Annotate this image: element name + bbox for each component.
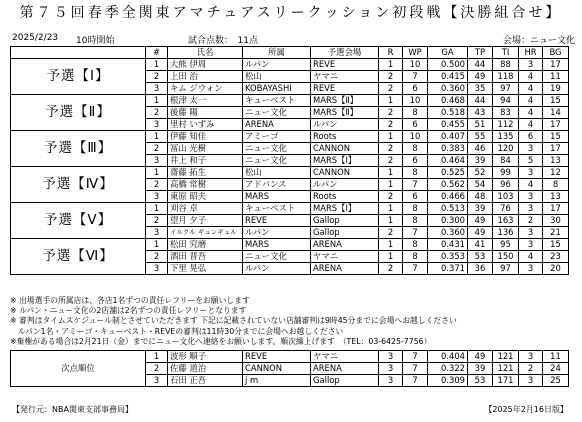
group-label: 予選【Ⅳ】	[11, 167, 146, 203]
ga-cell: 0.431	[428, 239, 468, 251]
name-cell: 里村 いずみ	[168, 119, 243, 131]
wp-cell: 10	[403, 59, 428, 71]
ti-cell: 94	[493, 95, 519, 107]
name-cell: 佐藤 道治	[168, 363, 243, 375]
name-cell: 酒田 晋吾	[168, 251, 243, 263]
hr-cell: 3	[519, 143, 543, 155]
qualifier-venue-cell: ルパン	[311, 119, 379, 131]
rank-cell: 2	[146, 179, 168, 191]
rank-cell: 3	[146, 191, 168, 203]
rank-cell: 3	[146, 119, 168, 131]
tp-cell: 51	[468, 119, 493, 131]
table-row	[11, 203, 569, 215]
club-cell: MARS	[243, 239, 311, 251]
ga-cell: 0.466	[428, 191, 468, 203]
note-line: ※ 審判はタイムスケジュール制とさせていただきます 下記に記載されていない店舗審判は9時45分までに会場へお越しください	[10, 316, 457, 326]
tp-cell: 54	[468, 179, 493, 191]
bg-cell: 17	[543, 203, 569, 215]
name-cell: 後藤 陽	[168, 107, 243, 119]
rank-cell: 1	[146, 95, 168, 107]
header-cell: #	[146, 47, 168, 59]
bg-cell: 12	[543, 167, 569, 179]
tp-cell: 49	[468, 227, 493, 239]
hr-cell: 2	[519, 215, 543, 227]
ti-cell: 76	[493, 203, 519, 215]
club-cell: CANNON	[243, 363, 311, 375]
hr-cell: 3	[519, 191, 543, 203]
club-cell: ニュー文化	[243, 107, 311, 119]
qualifier-venue-cell: CANNON	[311, 143, 379, 155]
hr-cell: 3	[519, 351, 543, 363]
wp-cell: 10	[403, 131, 428, 143]
rank-cell: 1	[146, 131, 168, 143]
qualifier-venue-cell: ルパン	[311, 179, 379, 191]
wp-cell: 7	[403, 263, 428, 275]
bg-cell: 30	[543, 215, 569, 227]
notes	[10, 296, 580, 347]
round-cell: 1	[379, 215, 403, 227]
ga-cell: 0.562	[428, 179, 468, 191]
ga-cell: 0.383	[428, 143, 468, 155]
header-cell: 所属	[243, 47, 311, 59]
ga-cell: 0.309	[428, 375, 468, 387]
club-cell: 松山	[243, 71, 311, 83]
club-cell: MARS	[243, 191, 311, 203]
name-cell: 刈谷 卓	[168, 203, 243, 215]
tp-cell: 35	[468, 83, 493, 95]
club-cell: REVE	[243, 351, 311, 363]
header-cell: BG	[543, 47, 569, 59]
note-line: ※棄権がある場合は2月21日（金）までにニュー文化へ連絡をお願いします。順次繰上げます （TEL：03-6425-7756）	[10, 336, 432, 346]
bg-cell: 13	[543, 191, 569, 203]
wp-cell: 6	[403, 155, 428, 167]
round-cell: 2	[379, 143, 403, 155]
qualifier-venue-cell: Gallop	[311, 215, 379, 227]
club-cell: アドバンス	[243, 179, 311, 191]
table-row	[11, 351, 569, 363]
ga-cell: 0.513	[428, 203, 468, 215]
version-date: 【2025年2月16日版】	[484, 405, 568, 414]
ti-cell: 84	[493, 155, 519, 167]
wp-cell: 10	[403, 95, 428, 107]
hr-cell: 3	[519, 375, 543, 387]
hr-cell: 4	[519, 251, 543, 263]
round-cell: 3	[379, 351, 403, 363]
round-cell: 2	[379, 263, 403, 275]
ti-cell: 97	[493, 83, 519, 95]
ga-cell: 0.415	[428, 71, 468, 83]
wp-cell: 8	[403, 251, 428, 263]
hr-cell: 3	[519, 263, 543, 275]
table-header-row	[11, 47, 569, 59]
ga-cell: 0.525	[428, 167, 468, 179]
rank-cell: 1	[146, 351, 168, 363]
name-cell: 波形 順子	[168, 351, 243, 363]
round-cell: 1	[379, 95, 403, 107]
club-cell: ルパン	[243, 263, 311, 275]
tp-cell: 46	[468, 143, 493, 155]
bg-cell: 23	[543, 251, 569, 263]
bg-cell: 19	[543, 83, 569, 95]
page-title: 第７５回春季全関東アマチュアスリークッション初段戦【決勝組合せ】	[19, 5, 563, 21]
wp-cell: 8	[403, 203, 428, 215]
round-cell: 2	[379, 227, 403, 239]
name-cell: 井上 和子	[168, 155, 243, 167]
round-cell: 1	[379, 179, 403, 191]
tp-cell: 48	[468, 191, 493, 203]
ga-cell: 0.464	[428, 155, 468, 167]
header-cell: 氏名	[168, 47, 243, 59]
club-cell: ルパン	[243, 227, 311, 239]
hr-cell: 6	[519, 131, 543, 143]
qualifier-venue-cell: MARS【Ⅱ】	[311, 95, 379, 107]
qualifier-venue-cell: REVE	[311, 83, 379, 95]
table-row	[11, 167, 569, 179]
rank-cell: 2	[146, 363, 168, 375]
name-cell: 望月 夕子	[168, 215, 243, 227]
round-cell: 2	[379, 71, 403, 83]
rank-cell: 3	[146, 227, 168, 239]
club-cell: キューベスト	[243, 95, 311, 107]
round-cell: 2	[379, 155, 403, 167]
tp-cell: 44	[468, 95, 493, 107]
table-row	[11, 95, 569, 107]
bg-cell: 11	[543, 351, 569, 363]
bg-cell: 8	[543, 179, 569, 191]
brackets-table	[10, 46, 569, 275]
qualifier-venue-cell: MARS【Ⅰ】	[311, 155, 379, 167]
ti-cell: 118	[493, 71, 519, 83]
ga-cell: 0.322	[428, 363, 468, 375]
club-cell: REVE	[243, 215, 311, 227]
group-label: 次点順位	[11, 351, 146, 387]
table-row	[11, 59, 569, 71]
group-label: 予選【Ⅲ】	[11, 131, 146, 167]
ti-cell: 97	[493, 263, 519, 275]
wp-cell: 6	[403, 191, 428, 203]
qualifier-venue-cell: CANNON	[311, 167, 379, 179]
bg-cell: 15	[543, 239, 569, 251]
tp-cell: 49	[468, 351, 493, 363]
round-cell: 2	[379, 83, 403, 95]
tp-cell: 43	[468, 107, 493, 119]
rank-cell: 1	[146, 239, 168, 251]
round-cell: 3	[379, 375, 403, 387]
hr-cell: 4	[519, 95, 543, 107]
header-cell: R	[379, 47, 403, 59]
header-cell: HR	[519, 47, 543, 59]
name-cell: イルクル ギュンギュル	[168, 227, 243, 239]
wp-cell: 6	[403, 119, 428, 131]
hr-cell: 4	[519, 83, 543, 95]
wp-cell: 6	[403, 83, 428, 95]
ga-cell: 0.455	[428, 119, 468, 131]
qualifier-venue-cell: REVE	[311, 59, 379, 71]
bg-cell: 20	[543, 263, 569, 275]
rank-cell: 1	[146, 59, 168, 71]
bg-cell: 15	[543, 131, 569, 143]
hr-cell: 4	[519, 71, 543, 83]
tp-cell: 49	[468, 71, 493, 83]
club-cell: ニュー文化	[243, 155, 311, 167]
header-cell: TP	[468, 47, 493, 59]
round-cell: 2	[379, 191, 403, 203]
ga-cell: 0.360	[428, 227, 468, 239]
name-cell: 上田 治	[168, 71, 243, 83]
note-line: ルパン1名・アミーゴ・キューベスト・REVEの審判は11時30分までに会場へお越しください	[10, 326, 344, 336]
venue-label: 会場：ニュー文化	[503, 36, 576, 46]
qualifier-venue-cell: Roots	[311, 131, 379, 143]
tp-cell: 53	[468, 251, 493, 263]
ti-cell: 171	[493, 375, 519, 387]
table-row	[11, 239, 569, 251]
name-cell: キム ジウォン	[168, 83, 243, 95]
round-cell: 1	[379, 167, 403, 179]
start-time: 10時開始	[76, 36, 115, 46]
tp-cell: 52	[468, 167, 493, 179]
group-label: 予選【Ⅵ】	[11, 239, 146, 275]
qualifier-venue-cell: ARENA	[311, 363, 379, 375]
qualifier-venue-cell: ヤマニ	[311, 351, 379, 363]
tp-cell: 36	[468, 263, 493, 275]
wp-cell: 7	[403, 375, 428, 387]
wp-cell: 7	[403, 227, 428, 239]
round-cell: 1	[379, 239, 403, 251]
name-cell: 伊藤 知佳	[168, 131, 243, 143]
qualifier-venue-cell: Roots	[311, 191, 379, 203]
ga-cell: 0.353	[428, 251, 468, 263]
club-cell: KOBAYASHI	[243, 83, 311, 95]
tp-cell: 39	[468, 203, 493, 215]
group-label: 予選【Ⅴ】	[11, 203, 146, 239]
bg-cell: 15	[543, 95, 569, 107]
ga-cell: 0.404	[428, 351, 468, 363]
club-cell: ニュー文化	[243, 251, 311, 263]
hr-cell: 4	[519, 119, 543, 131]
ti-cell: 103	[493, 191, 519, 203]
round-cell: 1	[379, 203, 403, 215]
tp-cell: 44	[468, 59, 493, 71]
ti-cell: 96	[493, 179, 519, 191]
note-line: ※ ルパン・ニュー文化の2店舗は2名ずつの責任レフリーとなります	[10, 306, 247, 316]
ti-cell: 88	[493, 59, 519, 71]
rank-cell: 3	[146, 263, 168, 275]
hr-cell: 3	[519, 59, 543, 71]
name-cell: 下里 晃弘	[168, 263, 243, 275]
rank-cell: 1	[146, 203, 168, 215]
round-cell: 2	[379, 107, 403, 119]
bg-cell: 11	[543, 71, 569, 83]
ti-cell: 83	[493, 107, 519, 119]
rank-cell: 3	[146, 83, 168, 95]
ga-cell: 0.407	[428, 131, 468, 143]
match-points: 試合点数： 11点	[188, 36, 258, 46]
wp-cell: 7	[403, 363, 428, 375]
ti-cell: 120	[493, 143, 519, 155]
hr-cell: 3	[519, 227, 543, 239]
tp-cell: 39	[468, 155, 493, 167]
qualifier-venue-cell: Gallop	[311, 227, 379, 239]
name-cell: 松田 究磨	[168, 239, 243, 251]
ti-cell: 163	[493, 215, 519, 227]
table-row	[11, 131, 569, 143]
alternates-table	[10, 350, 569, 387]
qualifier-venue-cell: ARENA	[311, 263, 379, 275]
bg-cell: 14	[543, 107, 569, 119]
ga-cell: 0.518	[428, 107, 468, 119]
name-cell: 石田 正吾	[168, 375, 243, 387]
hr-cell: 3	[519, 203, 543, 215]
qualifier-venue-cell: MARS【Ⅱ】	[311, 107, 379, 119]
club-cell: アミーゴ	[243, 131, 311, 143]
round-cell: 1	[379, 131, 403, 143]
rank-cell: 1	[146, 167, 168, 179]
event-date: 2025/2/23	[12, 33, 59, 43]
club-cell: 松山	[243, 167, 311, 179]
round-cell: 3	[379, 363, 403, 375]
ti-cell: 150	[493, 251, 519, 263]
qualifier-venue-cell: Gallop	[311, 375, 379, 387]
hr-cell: 2	[519, 363, 543, 375]
hr-cell: 5	[519, 155, 543, 167]
qualifier-venue-cell: MARS【Ⅰ】	[311, 203, 379, 215]
wp-cell: 8	[403, 167, 428, 179]
group-label: 予選【Ⅱ】	[11, 95, 146, 131]
bg-cell: 24	[543, 363, 569, 375]
rank-cell: 2	[146, 107, 168, 119]
ga-cell: 0.360	[428, 83, 468, 95]
rank-cell: 2	[146, 143, 168, 155]
ga-cell: 0.371	[428, 263, 468, 275]
round-cell: 1	[379, 251, 403, 263]
ga-cell: 0.468	[428, 95, 468, 107]
ti-cell: 135	[493, 131, 519, 143]
club-cell: j m	[243, 375, 311, 387]
name-cell: 大熊 伊周	[168, 59, 243, 71]
header-cell: WP	[403, 47, 428, 59]
club-cell: ARENA	[243, 119, 311, 131]
tp-cell: 41	[468, 239, 493, 251]
wp-cell: 7	[403, 351, 428, 363]
bg-cell: 17	[543, 59, 569, 71]
name-cell: 高橋 常樹	[168, 179, 243, 191]
tp-cell: 39	[468, 363, 493, 375]
club-cell: ニュー文化	[243, 143, 311, 155]
publisher: 【発行元：NBA関東支部事務局】	[12, 405, 133, 414]
name-cell: 齋藤 拓生	[168, 167, 243, 179]
bg-cell: 13	[543, 155, 569, 167]
bg-cell: 21	[543, 227, 569, 239]
name-cell: 冨山 光樹	[168, 143, 243, 155]
header-cell: GA	[428, 47, 468, 59]
club-cell: キューベスト	[243, 203, 311, 215]
wp-cell: 8	[403, 239, 428, 251]
ti-cell: 121	[493, 351, 519, 363]
bg-cell: 25	[543, 375, 569, 387]
tp-cell: 55	[468, 131, 493, 143]
wp-cell: 7	[403, 179, 428, 191]
round-cell: 1	[379, 59, 403, 71]
qualifier-venue-cell: ARENA	[311, 239, 379, 251]
qualifier-venue-cell: ヤマニ	[311, 71, 379, 83]
header-cell: TI	[493, 47, 519, 59]
ga-cell: 0.500	[428, 59, 468, 71]
hr-cell: 4	[519, 107, 543, 119]
name-cell: 東原 昭夫	[168, 191, 243, 203]
group-header	[11, 47, 146, 59]
bg-cell: 17	[543, 119, 569, 131]
round-cell: 2	[379, 119, 403, 131]
hr-cell: 3	[519, 167, 543, 179]
group-label: 予選【Ⅰ】	[11, 59, 146, 95]
rank-cell: 3	[146, 155, 168, 167]
ti-cell: 121	[493, 363, 519, 375]
rank-cell: 2	[146, 251, 168, 263]
hr-cell: 4	[519, 179, 543, 191]
qualifier-venue-cell: ヤマニ	[311, 251, 379, 263]
name-cell: 根津 太一	[168, 95, 243, 107]
tp-cell: 49	[468, 215, 493, 227]
ti-cell: 112	[493, 119, 519, 131]
hr-cell: 3	[519, 239, 543, 251]
wp-cell: 8	[403, 215, 428, 227]
tp-cell: 53	[468, 375, 493, 387]
note-line: ※ 出場選手の所属店は、各店1名ずつの責任レフリーをお願いします	[10, 296, 250, 305]
ti-cell: 95	[493, 239, 519, 251]
rank-cell: 2	[146, 215, 168, 227]
rank-cell: 2	[146, 71, 168, 83]
ti-cell: 99	[493, 167, 519, 179]
ga-cell: 0.300	[428, 215, 468, 227]
wp-cell: 8	[403, 107, 428, 119]
club-cell: ルパン	[243, 59, 311, 71]
wp-cell: 8	[403, 143, 428, 155]
rank-cell: 3	[146, 375, 168, 387]
wp-cell: 7	[403, 71, 428, 83]
bg-cell: 17	[543, 143, 569, 155]
ti-cell: 136	[493, 227, 519, 239]
header-cell: 予選会場	[311, 47, 379, 59]
